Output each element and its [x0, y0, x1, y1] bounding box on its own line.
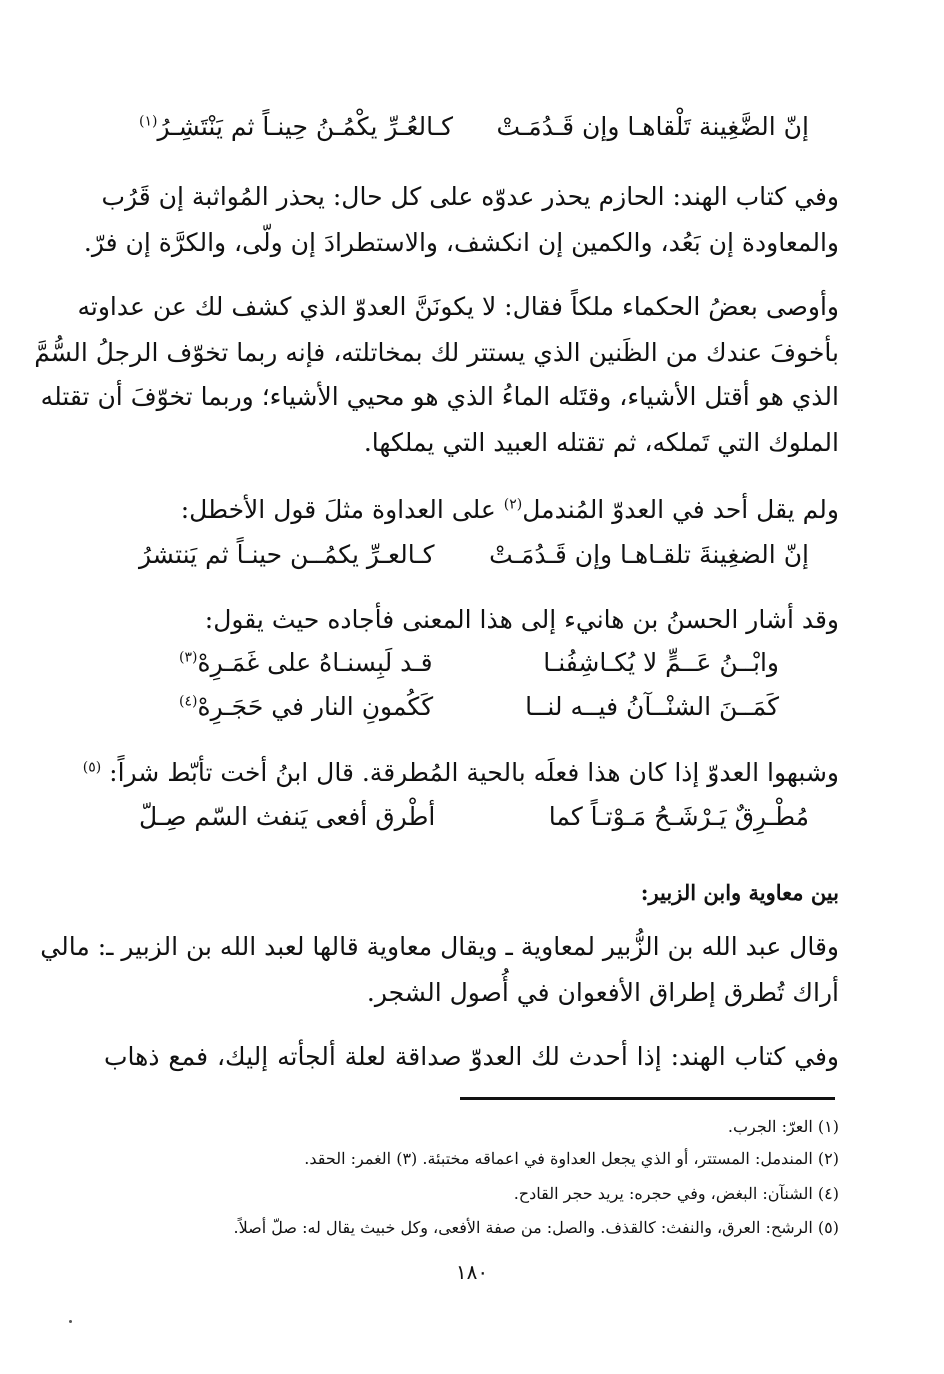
verse-3-first-hemistich: وابْــنُ عَــمٍّ لا يُكـاشِفُنـا [543, 648, 779, 677]
paragraph-3-line-1: ولم يقل أحد في العدوّ المُندمل$^{(٢)}$ على العداوة مثلَ قول الأخطل: [180, 495, 839, 524]
footnote-ref-5: (٥) [82, 759, 102, 776]
verse-2-second-hemistich: كـالعـرِّ يكمُــن حينـاً ثم يَنتشرُ [139, 540, 435, 569]
scan-speck [69, 1320, 72, 1323]
footnote-3: (٤) الشنآن: البغض، وفي حجره: يريد حجر القادح. [513, 1184, 839, 1203]
verse-5-first-hemistich: مُطْـرِقٌ يَـرْشَـحُ مَـوْتـاً كما [548, 802, 809, 831]
paragraph-6-line-1: وقال عبد الله بن الزُّبير لمعاوية ـ ويقال معاوية قالها لعبد الله بن الزبير ـ: مالي [40, 932, 839, 961]
verse-4-first-hemistich: كَمَــنَ الشنْــآنُ فيــه لنــا [525, 692, 779, 721]
verse-4-second-hemistich: كَكُمونِ النار في حَجَـرِهْ$^{(٤)}$ [179, 692, 434, 721]
paragraph-2-line-2: بأخوفَ عندك من الظَنين الذي يستتر لك بمخاتلته، فإنه ربما تخوّف الرجلُ السُّمَّ [34, 338, 839, 367]
paragraph-2-line-3: الذي هو أقتل الأشياء، وقتَله الماءُ الذي هو محيي الأشياء؛ وربما تخوّفَ أن تقتله [40, 382, 839, 411]
verse-line-3 [179, 646, 779, 680]
verse-line-5 [139, 800, 809, 834]
paragraph-1-line-1: وفي كتاب الهند: الحازم يحذر عدوّه على كل حال: يحذر المُواثبة إن قَرُب [101, 182, 839, 211]
verse-2-first-hemistich: إنّ الضغِينةَ تلقـاهـا وإن قَـدُمَـتْ [489, 540, 809, 569]
paragraph-4-line-1: وقد أشار الحسنُ بن هانيء إلى هذا المعنى فأجاده حيث يقول: [204, 605, 839, 634]
paragraph-6-line-2: أراك تُطرق إطراق الأفعوان في أُصول الشجر. [366, 978, 839, 1007]
paragraph-7-line-1: وفي كتاب الهند: إذا أحدث لك العدوّ صداقة لعلة ألجأته إليك، فمع ذهاب [104, 1042, 839, 1071]
footnote-4: (٥) الرشح: العرق، والنفث: كالقذف. والصل: من صفة الأفعى، وكل خبيث يقال له: صلّ أصلاً. [233, 1218, 839, 1237]
paragraph-2-line-1: وأوصى بعضُ الحكماء ملكاً فقال: لا يكونَنَّ العدوّ الذي كشف لك عن عداوته [77, 292, 839, 321]
verse-1-first-hemistich: إنّ الضَّغِينة تَلْقاهـا وإن قَـدُمَـتْ [496, 112, 809, 141]
page-number: ١٨٠ [455, 1260, 489, 1284]
paragraph-2-line-4: الملوك التي تَملكه، ثم تقتله العبيد التي يملكها. [363, 428, 839, 457]
footnote-ref-1: (١) [139, 113, 158, 130]
verse-line-4 [179, 690, 779, 724]
paragraph-5-line-1: وشبهوا العدوّ إذا كان هذا فعلَه بالحية المُطرقة. قال ابنُ أخت تأبّط شراً: $^{(٥)}$ [82, 758, 839, 787]
footnote-1: (١) العرّ: الجرب. [727, 1117, 839, 1136]
footnote-ref-4: (٤) [179, 693, 198, 710]
verse-3-second-hemistich: قـد لَبِسنـاهُ على غَمَـرِهْ$^{(٣)}$ [179, 648, 433, 677]
verse-line-1 [139, 110, 809, 144]
footnote-ref-2: (٢) [503, 496, 523, 513]
footnote-ref-3: (٣) [179, 649, 198, 666]
footnote-separator [460, 1097, 835, 1100]
section-heading: بين معاوية وابن الزبير: [640, 880, 839, 905]
verse-line-2 [139, 538, 809, 572]
verse-5-second-hemistich: أطْرق أفعى يَنفث السّم صِـلّ [139, 802, 436, 831]
footnote-2: (٢) المندمل: المستتر، أو الذي يجعل العداوة في اعماقه مختبئة. (٣) الغمر: الحقد. [304, 1149, 839, 1168]
paragraph-1-line-2: والمعاودة إن بَعُد، والكمين إن انكشف، والاستطرادَ إن ولّى، والكرَّة إن فرّ. [83, 228, 839, 257]
verse-1-second-hemistich: كـالعُـرِّ يكْمُـنُ حِينـاً ثم يَنْتَشِـرُ$^{(١)}$ [139, 112, 454, 141]
